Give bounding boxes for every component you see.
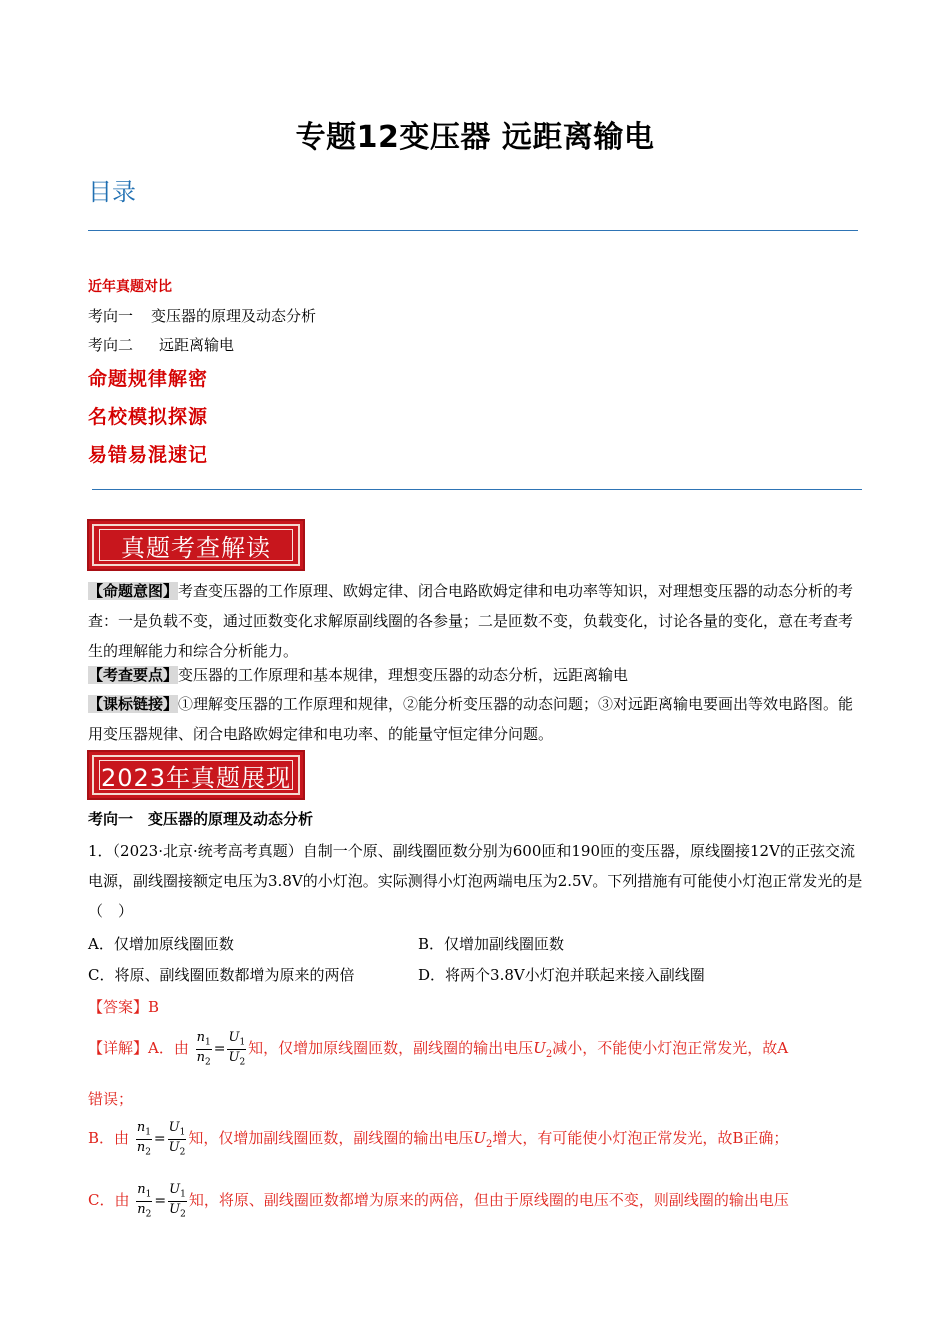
toc-item-direction-2[interactable] [88,334,234,355]
question-1-stem: 1．（2023·北京·统考高考真题）自制一个原、副线圈匝数分别为600匝和190匝的变压器，原线圈接12V的正弦交流电源，副线圈接额定电压为3.8V的小灯泡。实际测得小灯泡两端电压为2.5V。下列措施有可能使小灯泡正常发光的是（ ） [88,842,863,920]
equals-sign: = [153,1131,166,1148]
intent-paragraph [88,576,864,666]
banner-2023-exams-text: 2023年真题展现 [99,760,293,790]
detail-b-sub: 2 [486,1139,493,1151]
toc-item-direction-1-num: 考向一 [88,307,134,325]
toc-bottom-divider [92,489,862,490]
intent-text: 考查变压器的工作原理、欧姆定律、闭合电路欧姆定律和电功率等知识，对理想变压器的动态分析的考查：一是负载不变，通过匝数变化求解原副线圈的各参量；二是匝数不变，负载变化，讨论各量的变化，意在考查考生的理解能力和综合分析能力。 [88,582,854,660]
link-tag: 【课标链接】 [88,695,179,713]
detail-c-line [88,1182,868,1220]
detail-a-line [88,1030,868,1068]
equals-sign: = [154,1193,167,1210]
ratio-u1-u2: $\frac{U_1}{U_2}$ [228,1030,246,1068]
detail-a-prefix: 【详解】A．由 [88,1039,189,1058]
ratio-u1-u2: $\frac{U_1}{U_2}$ [168,1120,186,1158]
toc-item-direction-1-label: 变压器的原理及动态分析 [151,307,317,325]
detail-b-line [88,1120,868,1158]
option-a[interactable]: A．仅增加原线圈匝数 [88,935,234,953]
toc-item-direction-1[interactable] [88,305,316,326]
toc-top-divider [88,230,858,231]
detail-c-prefix: C．由 [88,1191,130,1210]
detail-a-var: U [533,1039,546,1058]
detail-a-tail: 减小，不能使小灯泡正常发光，故A [552,1039,789,1058]
points-text: 变压器的工作原理和基本规律，理想变压器的动态分析，远距离输电 [178,666,629,684]
answer-line: 【答案】B [88,998,160,1016]
detail-b-tail: 增大，有可能使小灯泡正常发光，故B正确； [492,1129,789,1148]
ratio-n1-n2: $\frac{n_1}{n_2}$ [136,1120,151,1158]
banner-exam-interpretation-text: 真题考查解读 [99,529,293,561]
detail-b-prefix: B．由 [88,1129,130,1148]
page-title: 专题12变压器 远距离输电 [295,120,655,155]
link-text: ①理解变压器的工作原理和规律，②能分析变压器的动态问题；③对远距离输电要画出等效电路图。能用变压器规律、闭合电路欧姆定律和电功率、的能量守恒定律分问题。 [88,695,854,743]
ratio-n1-n2: $\frac{n_1}{n_2}$ [196,1030,211,1068]
detail-a-text: 知，仅增加原线圈匝数，副线圈的输出电压 [248,1039,534,1058]
toc-item-rules[interactable]: 命题规律解密 [88,368,209,390]
link-paragraph [88,689,864,749]
equals-sign: = [213,1041,226,1058]
detail-c-text: 知，将原、副线圈匝数都增为原来的两倍，但由于原线圈的电压不变，则副线圈的输出电压 [188,1191,789,1210]
toc-item-direction-2-label: 远距离输电 [159,336,235,354]
option-d[interactable]: D．将两个3.8V小灯泡并联起来接入副线圈 [418,966,705,984]
toc-item-mock[interactable]: 名校模拟探源 [88,406,209,428]
option-b[interactable]: B．仅增加副线圈匝数 [418,935,565,953]
option-c[interactable]: C．将原、副线圈匝数都增为原来的两倍 [88,966,355,984]
intent-tag: 【命题意图】 [88,582,179,600]
detail-b-var: U [473,1129,487,1148]
ratio-u1-u2: $\frac{U_1}{U_2}$ [169,1182,186,1220]
toc-recent-label[interactable]: 近年真题对比 [88,279,172,295]
banner-2023-exams [87,750,305,800]
points-tag: 【考查要点】 [88,666,179,684]
toc-item-mistakes[interactable]: 易错易混速记 [88,444,209,466]
banner-exam-interpretation [87,519,305,571]
detail-a-line2: 错误； [88,1090,134,1108]
detail-a-sub: 2 [545,1049,553,1061]
points-paragraph [88,660,864,690]
section-direction-1: 考向一 变压器的原理及动态分析 [88,810,314,828]
detail-b-text: 知，仅增加副线圈匝数，副线圈的输出电压 [188,1129,474,1148]
toc-heading: 目录 [88,178,136,206]
ratio-n1-n2: $\frac{n_1}{n_2}$ [137,1182,152,1220]
toc-item-direction-2-num: 考向二 [88,336,134,354]
